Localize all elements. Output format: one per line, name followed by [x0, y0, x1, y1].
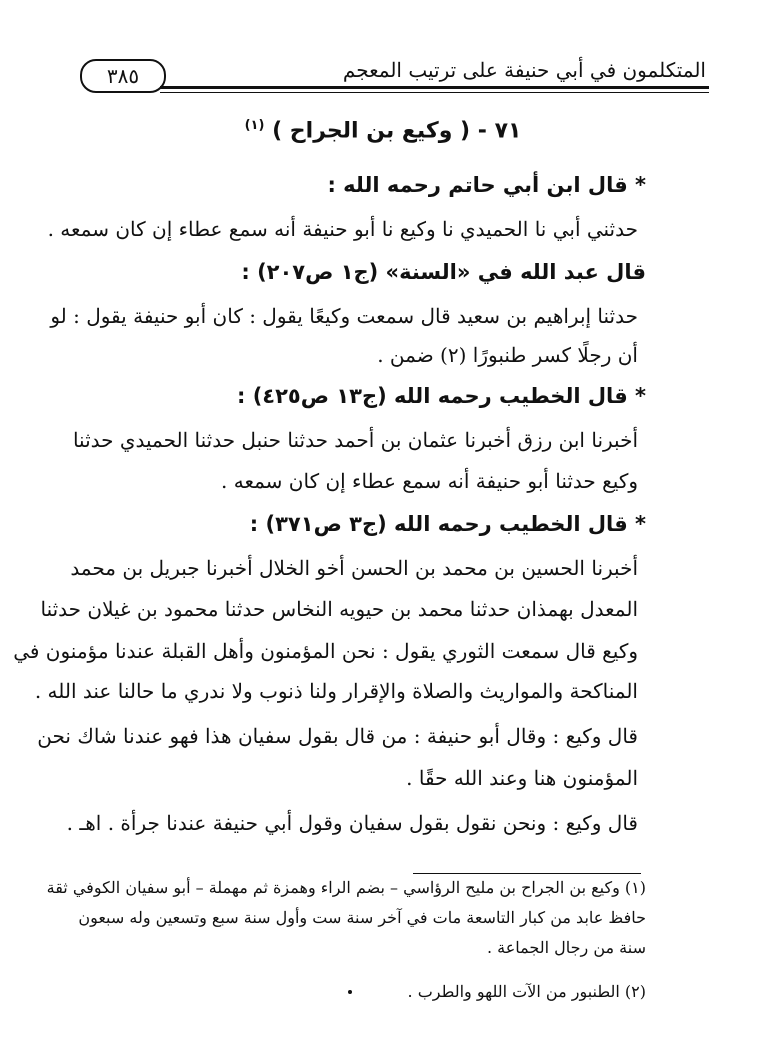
text-line: حدثني أبي نا الحميدي نا وكيع نا أبو حنيفة أنه سمع عطاء إن كان سمعه .: [47, 217, 638, 241]
running-header-title: المتكلمون في أبي حنيفة على ترتيب المعجم: [342, 58, 706, 82]
text-line: وكيع قال سمعت الثوري يقول : نحن المؤمنون وأهل القبلة عندنا مؤمنون في: [13, 639, 638, 663]
footnote-line: (٢) الطنبور من الآت اللهو والطرب .: [407, 982, 646, 1001]
section-heading: * قال الخطيب رحمه الله (ج١٣ ص٤٢٥) :: [236, 384, 646, 408]
section-heading: * قال ابن أبي حاتم رحمه الله :: [327, 173, 646, 197]
footnote-line: سنة من رجال الجماعة .: [486, 938, 646, 957]
footnote-separator: [413, 873, 641, 874]
footnote-line: حافظ عابد من كبار التاسعة مات في آخر سنة ست وأول سنة سبع وتسعين وله سبعون: [78, 908, 646, 927]
section-heading: * قال الخطيب رحمه الله (ج٣ ص٣٧١) :: [249, 512, 646, 536]
text-line: أخبرنا ابن رزق أخبرنا عثمان بن أحمد حدثنا حنبل حدثنا الحميدي حدثنا: [72, 428, 638, 452]
text-line: وكيع حدثنا أبو حنيفة أنه سمع عطاء إن كان سمعه .: [221, 469, 638, 493]
text-line: المناكحة والمواريث والصلاة والإقرار ولنا ذنوب ولا ندري ما حالنا عند الله .: [34, 679, 638, 703]
entry-title-text: ٧١ - ( وكيع بن الجراح ): [272, 118, 522, 144]
text-line: المؤمنون هنا وعند الله حقًا .: [406, 766, 638, 790]
section-heading: قال عبد الله في «السنة» (ج١ ص٢٠٧) :: [241, 260, 646, 284]
entry-title: [0, 118, 766, 143]
text-line: قال وكيع : وقال أبو حنيفة : من قال بقول سفيان هذا فهو عندنا شاك نحن: [37, 724, 638, 748]
page-number-badge: ٣٨٥: [80, 59, 166, 93]
entry-title-note: (١): [244, 118, 265, 133]
ink-mark: [348, 990, 352, 994]
text-line: قال وكيع : ونحن نقول بقول سفيان وقول أبي حنيفة عندنا جرأة . اهـ .: [66, 811, 638, 835]
header-rule-thin: [160, 92, 709, 93]
text-line: أن رجلًا كسر طنبورًا (٢) ضمن .: [377, 343, 638, 367]
text-line: أخبرنا الحسين بن محمد بن الحسن أخو الخلال أخبرنا جبريل بن محمد: [70, 556, 638, 580]
text-line: حدثنا إبراهيم بن سعيد قال سمعت وكيعًا يقول : كان أبو حنيفة يقول : لو: [50, 304, 638, 328]
header-rule: [160, 86, 709, 89]
text-line: المعدل بهمذان حدثنا محمد بن حيويه النخاس حدثنا محمود بن غيلان حدثنا: [40, 597, 638, 621]
footnote-line: (١) وكيع بن الجراح بن مليح الرؤاسي – بضم الراء وهمزة ثم مهملة – أبو سفيان الكوفي ثقة: [46, 878, 646, 897]
